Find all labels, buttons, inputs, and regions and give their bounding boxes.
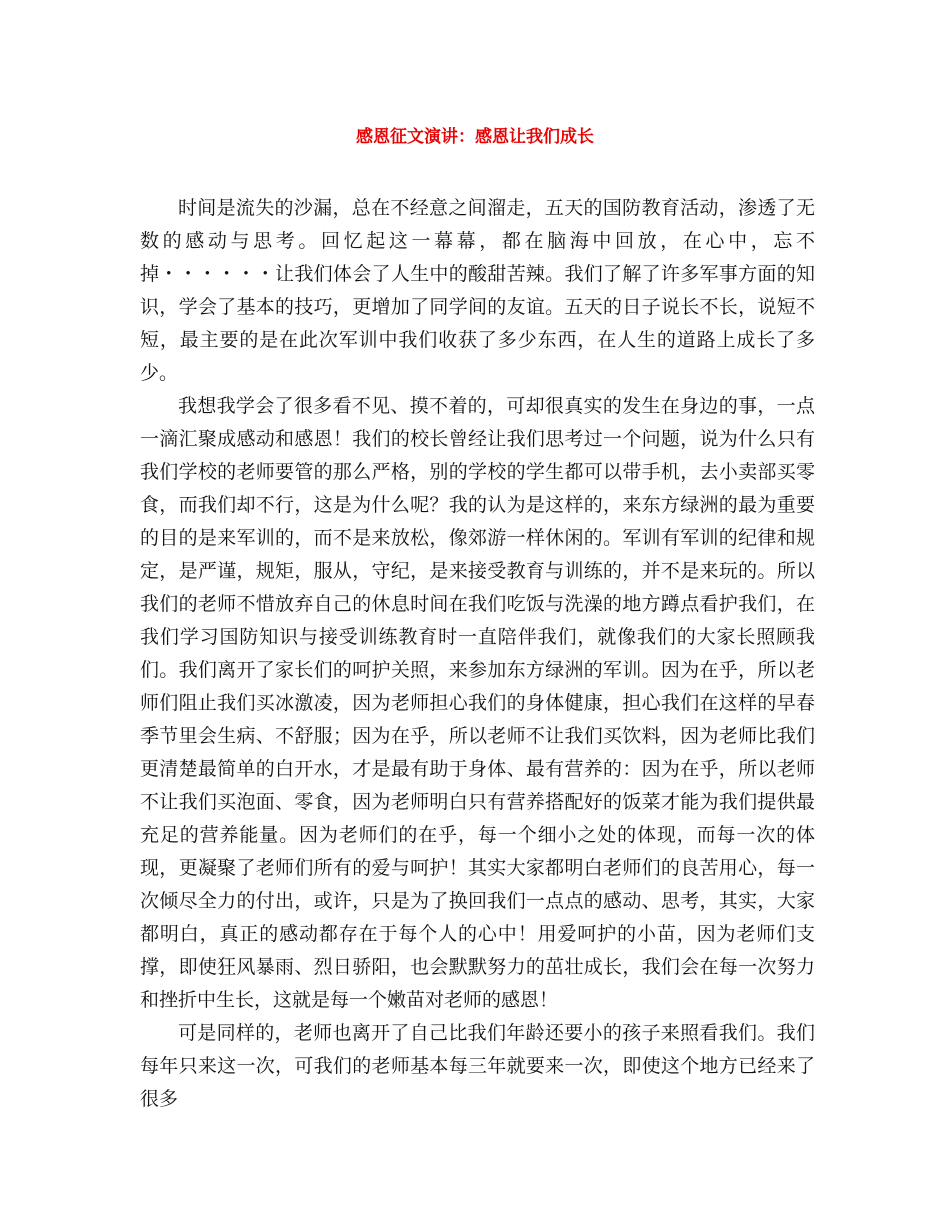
paragraph-1: 时间是流失的沙漏，总在不经意之间溜走，五天的国防教育活动，渗透了无数的感动与思考。回忆起这一幕幕，都在脑海中回放，在心中，忘不掉・・・・・・让我们体会了人生中的酸甜苦辣。我们了解了许多军事方面的知识，学会了基本的技巧，更增加了同学间的友谊。五天的日子说长不长，说短不短，最主要的是在此次军训中我们收获了多少东西，在人生的道路上成长了多少。 bbox=[140, 197, 815, 384]
document-body bbox=[140, 192, 815, 1116]
document-title: 感恩征文演讲：感恩让我们成长 bbox=[356, 127, 594, 147]
paragraph-3: 可是同样的，老师也离开了自己比我们年龄还要小的孩子来照看我们。我们每年只来这一次，可我们的老师基本每三年就要来一次，即使这个地方已经来了很多 bbox=[140, 1022, 815, 1110]
paragraph-2: 我想我学会了很多看不见、摸不着的，可却很真实的发生在身边的事，一点一滴汇聚成感动和感恩！我们的校长曾经让我们思考过一个问题，说为什么只有我们学校的老师要管的那么严格，别的学校的学生都可以带手机，去小卖部买零食，而我们却不行，这是为什么呢？我的认为是这样的，来东方绿洲的最为重要的目的是来军训的，而不是来放松，像郊游一样休闲的。军训有军训的纪律和规定，是严谨，规矩，服从，守纪，是来接受教育与训练的，并不是来玩的。所以我们的老师不惜放弃自己的休息时间在我们吃饭与洗澡的地方蹲点看护我们，在我们学习国防知识与接受训练教育时一直陪伴我们，就像我们的大家长照顾我们。我们离开了家长们的呵护关照，来参加东方绿洲的军训。因为在乎，所以老师们阻止我们买冰激凌，因为老师担心我们的身体健康，担心我们在这样的早春季节里会生病、不舒服；因为在乎，所以老师不让我们买饮料，因为老师比我们更清楚最简单的白开水，才是最有助于身体、最有营养的：因为在乎，所以老师不让我们买泡面、零食，因为老师明白只有营养搭配好的饭菜才能为我们提供最充足的营养能量。因为老师们的在乎，每一个细小之处的体现，而每一次的体现，更凝聚了老师们所有的爱与呵护！其实大家都明白老师们的良苦用心，每一次倾尽全力的付出，或许，只是为了换回我们一点点的感动、思考，其实，大家都明白，真正的感动都存在于每个人的心中！用爱呵护的小苗，因为老师们支撑，即使狂风暴雨、烈日骄阳，也会默默努力的茁壮成长，我们会在每一次努力和挫折中生长，这就是每一个嫩苗对老师的感恩！ bbox=[140, 395, 815, 1011]
